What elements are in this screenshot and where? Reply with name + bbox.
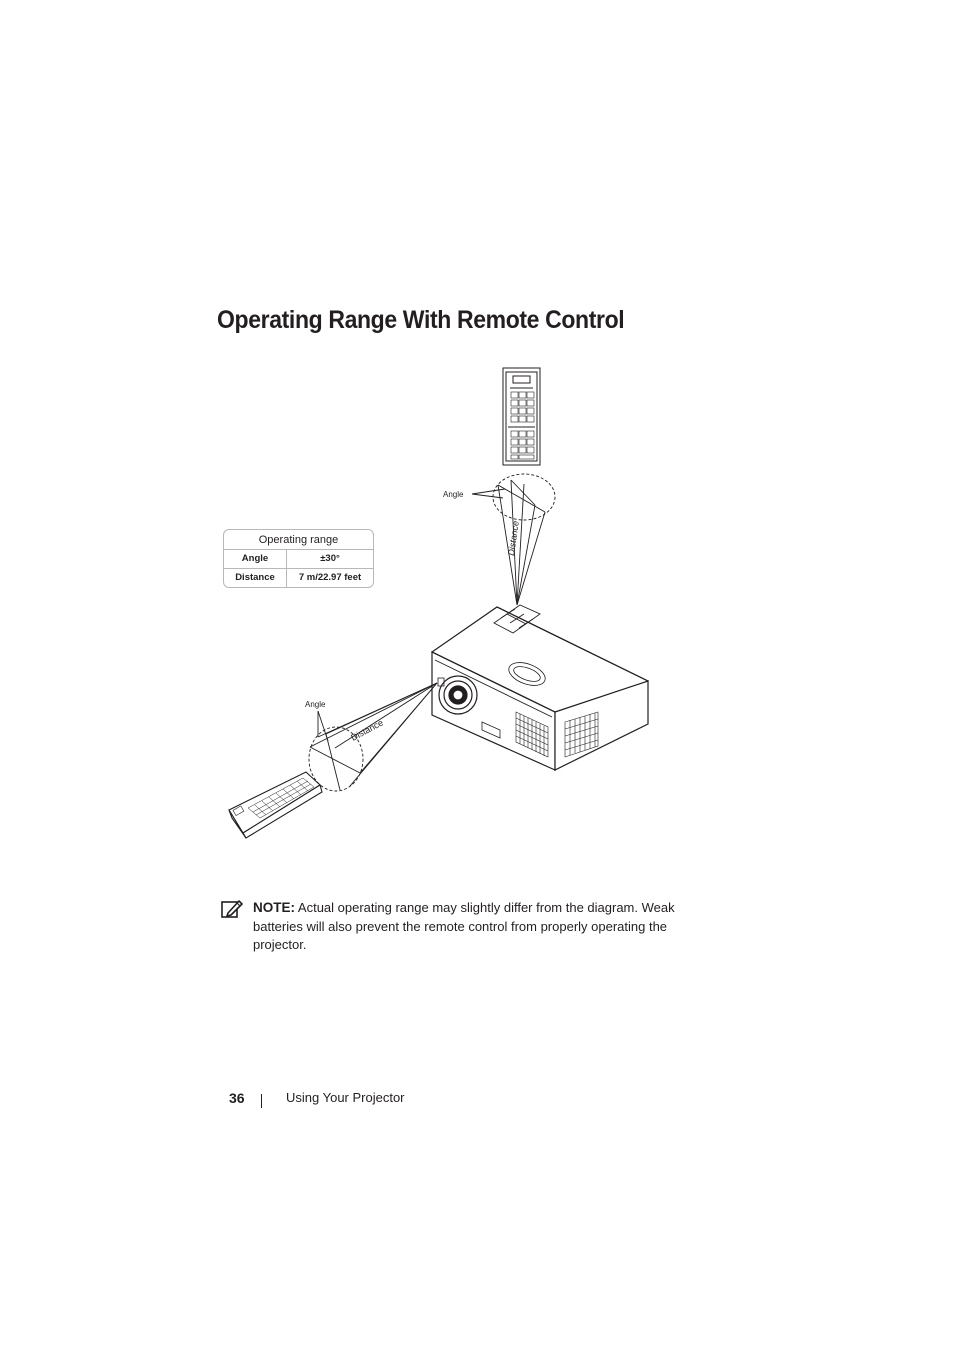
note-label: NOTE:: [253, 900, 295, 915]
note-paragraph: [253, 899, 693, 955]
page-number: 36: [229, 1090, 245, 1106]
left-angle-cone: [309, 683, 437, 791]
distance-label-cell: Distance: [224, 569, 287, 587]
angle-value-cell: ±30°: [320, 553, 340, 564]
angle-label-top: Angle: [443, 490, 464, 499]
operating-range-table: [223, 529, 374, 588]
projector-illustration: [432, 605, 648, 770]
footer-divider: [261, 1094, 262, 1108]
note-text: Actual operating range may slightly differ from the diagram. Weak batteries will also prevent the remote control from properly operating the projector.: [253, 900, 675, 952]
top-remote-illustration: [503, 368, 540, 465]
table-row: [224, 568, 373, 587]
footer-section-title: Using Your Projector: [286, 1090, 405, 1105]
operating-range-header: Operating range: [224, 530, 373, 550]
page-title: Operating Range With Remote Control: [217, 306, 625, 334]
distance-label-top: Distance: [506, 520, 521, 557]
angle-label-left: Angle: [305, 700, 326, 709]
distance-label-left: Distance: [349, 717, 385, 743]
distance-value-cell: 7 m/22.97 feet: [298, 572, 362, 583]
bottom-remote-illustration: [229, 772, 322, 838]
table-row: [224, 550, 373, 568]
page-footer: [0, 1090, 954, 1110]
angle-label-cell: Angle: [224, 550, 287, 568]
pencil-note-icon: [221, 899, 243, 919]
